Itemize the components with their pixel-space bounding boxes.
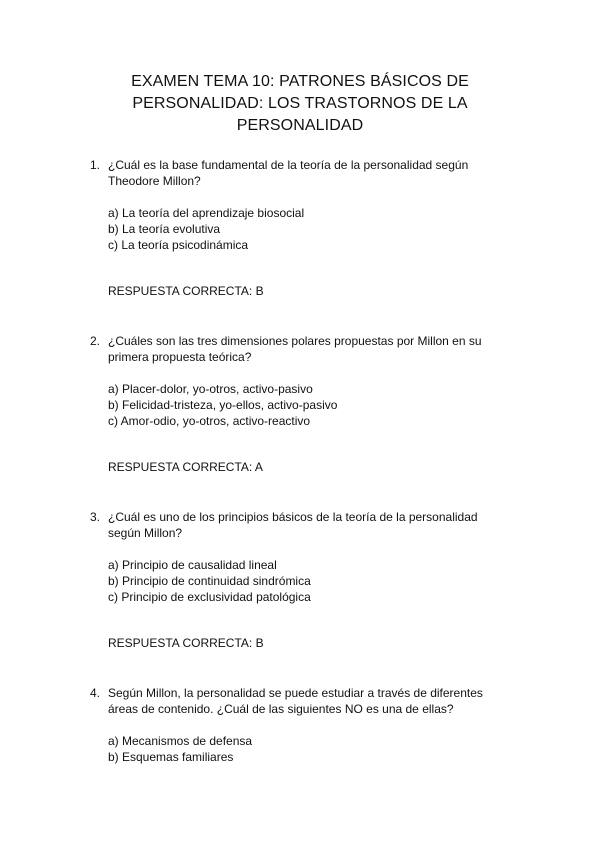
question-1 <box>90 157 510 299</box>
option-b: b) La teoría evolutiva <box>108 222 221 236</box>
option-c: c) La teoría psicodinámica <box>108 238 249 252</box>
options-list <box>108 205 510 253</box>
option-c: c) Principio de exclusividad patológica <box>108 590 311 604</box>
options-list <box>108 733 510 765</box>
exam-title: EXAMEN TEMA 10: PATRONES BÁSICOS DE PERSONALIDAD: LOS TRASTORNOS DE LA PERSONALIDAD <box>131 73 469 134</box>
options-list <box>108 381 510 429</box>
question-number: 1. <box>90 158 101 172</box>
question-3 <box>90 509 510 651</box>
option-a: a) Principio de causalidad lineal <box>108 558 277 572</box>
option-b: b) Principio de continuidad sindrómica <box>108 574 311 588</box>
question-text: ¿Cuáles son las tres dimensiones polares propuestas por Millon en su primera propuesta teórica? <box>108 334 482 364</box>
options-list <box>108 557 510 605</box>
question-number: 4. <box>90 686 101 700</box>
option-b: b) Felicidad-tristeza, yo-ellos, activo-pasivo <box>108 398 338 412</box>
option-a: a) Placer-dolor, yo-otros, activo-pasivo <box>108 382 313 396</box>
option-a: a) La teoría del aprendizaje biosocial <box>108 206 305 220</box>
correct-answer: RESPUESTA CORRECTA: B <box>108 636 264 650</box>
question-number: 3. <box>90 510 101 524</box>
question-text: Según Millon, la personalidad se puede estudiar a través de diferentes áreas de contenido. ¿Cuál de las siguientes NO es una de ellas? <box>108 686 483 716</box>
question-4 <box>90 685 510 765</box>
question-number: 2. <box>90 334 101 348</box>
correct-answer: RESPUESTA CORRECTA: A <box>108 460 263 474</box>
question-text: ¿Cuál es uno de los principios básicos de la teoría de la personalidad según Millon? <box>108 510 478 540</box>
option-c: c) Amor-odio, yo-otros, activo-reactivo <box>108 414 311 428</box>
option-b: b) Esquemas familiares <box>108 750 234 764</box>
correct-answer: RESPUESTA CORRECTA: B <box>108 284 264 298</box>
question-text: ¿Cuál es la base fundamental de la teoría de la personalidad según Theodore Millon? <box>108 158 469 188</box>
question-2 <box>90 333 510 475</box>
option-a: a) Mecanismos de defensa <box>108 734 253 748</box>
